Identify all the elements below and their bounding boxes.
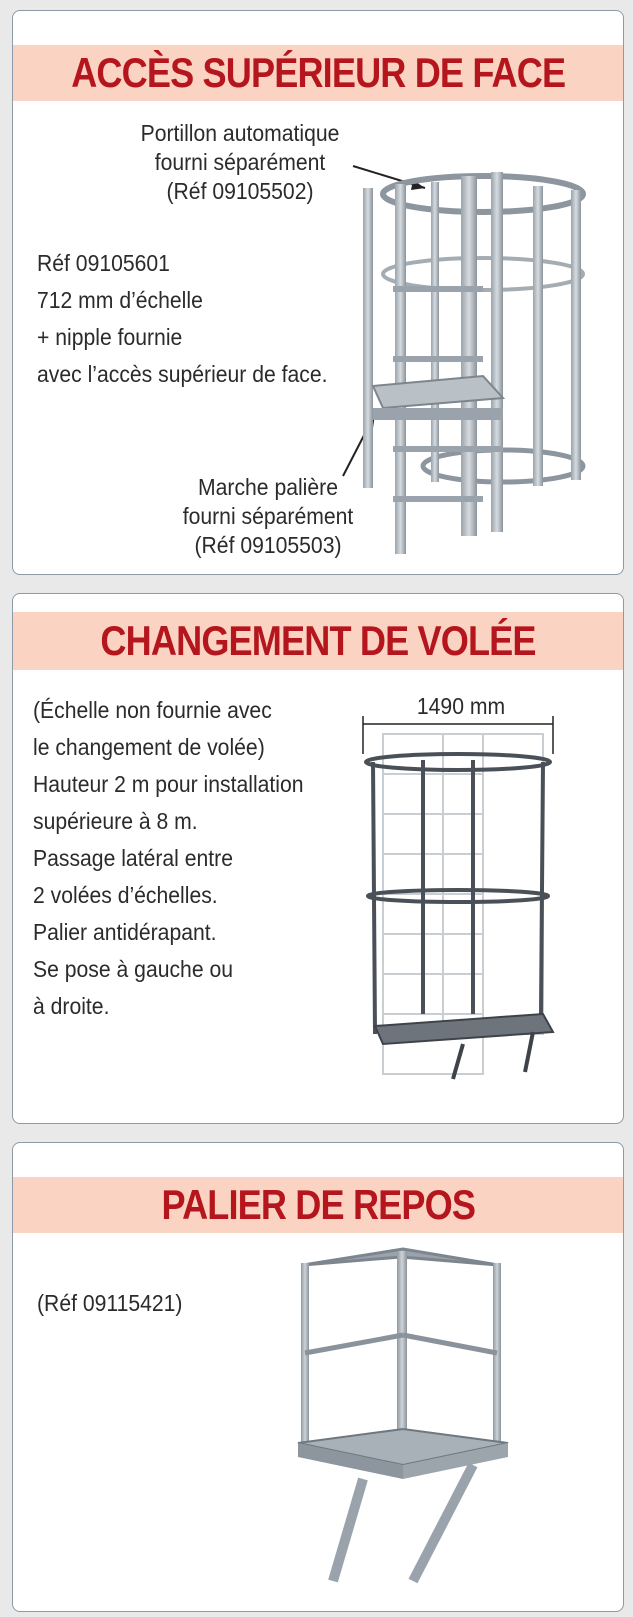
callout-portillon: Portillon automatique fourni séparément (Réf 09105502) — [140, 120, 340, 204]
section-body: (Échelle non fournie avec le changement de volée) Hauteur 2 m pour installation supérieure à 8 m. Passage latéral entre 2 volées d’échelles. Palier antidérapant. Se pose à gauche ou à droite. — [33, 697, 304, 1019]
dimension-label: 1490 mm — [416, 693, 506, 719]
cage-ladder-image — [333, 146, 593, 566]
section-acces-superieur — [12, 10, 624, 575]
rest-platform-image — [283, 1243, 523, 1603]
callout-marche: Marche palière fourni séparément (Réf 09105503) — [182, 474, 354, 558]
section-body: (Réf 09115421) — [37, 1290, 183, 1316]
section-title: CHANGEMENT DE VOLÉE — [13, 612, 623, 670]
landing-platform-image — [353, 714, 563, 1084]
section-changement-volee — [12, 593, 624, 1124]
section-title: PALIER DE REPOS — [13, 1177, 623, 1233]
section-body: Réf 09105601 712 mm d’échelle + nipple fournie avec l’accès supérieur de face. — [37, 250, 328, 387]
section-title: ACCÈS SUPÉRIEUR DE FACE — [13, 45, 623, 101]
section-palier-repos — [12, 1142, 624, 1612]
